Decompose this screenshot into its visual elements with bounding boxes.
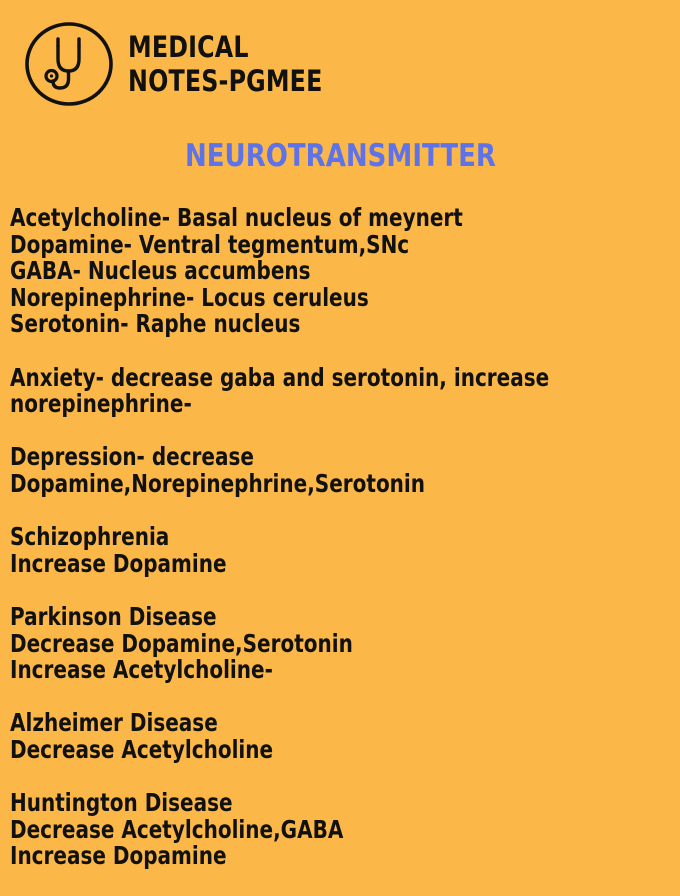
note-line: Dopamine,Norepinephrine,Serotonin (10, 468, 426, 498)
note-line: Parkinson Disease (10, 601, 217, 631)
header (24, 21, 365, 107)
note-line: Increase Dopamine (10, 548, 227, 578)
notes-block-huntington (10, 790, 650, 870)
brand-line-1: MEDICAL (128, 30, 249, 64)
note-line: Norepinephrine- Locus ceruleus (10, 282, 369, 312)
notes-block-alzheimer (10, 710, 650, 763)
notes-block-locations (10, 205, 650, 338)
brand-name (128, 30, 365, 98)
note-line: GABA- Nucleus accumbens (10, 256, 311, 286)
notes-block-schizophrenia (10, 524, 650, 577)
note-line: Depression- decrease (10, 442, 254, 472)
note-line: Anxiety- decrease gaba and serotonin, increase (10, 362, 550, 392)
note-line: Alzheimer Disease (10, 708, 218, 738)
note-line: Huntington Disease (10, 788, 233, 818)
note-line: Acetylcholine- Basal nucleus of meynert (10, 203, 463, 232)
note-line: Schizophrenia (10, 522, 170, 552)
notes-block-depression (10, 444, 650, 497)
note-line: Increase Acetylcholine- (10, 655, 273, 685)
note-line: norepinephrine- (10, 389, 192, 419)
brand-line-2: NOTES-PGMEE (128, 64, 323, 98)
notes-block-parkinson (10, 601, 650, 685)
stethoscope-icon (24, 21, 114, 107)
page-title: NEUROTRANSMITTER (184, 138, 496, 174)
notes-block-anxiety (10, 362, 650, 419)
note-line: Decrease Acetylcholine (10, 734, 274, 764)
note-line: Dopamine- Ventral tegmentum,SNc (10, 229, 410, 259)
note-line: Decrease Dopamine,Serotonin (10, 628, 353, 658)
note-line: Serotonin- Raphe nucleus (10, 309, 301, 339)
note-line: Increase Dopamine (10, 841, 227, 871)
note-line: Decrease Acetylcholine,GABA (10, 814, 344, 844)
notes-content (10, 205, 650, 896)
